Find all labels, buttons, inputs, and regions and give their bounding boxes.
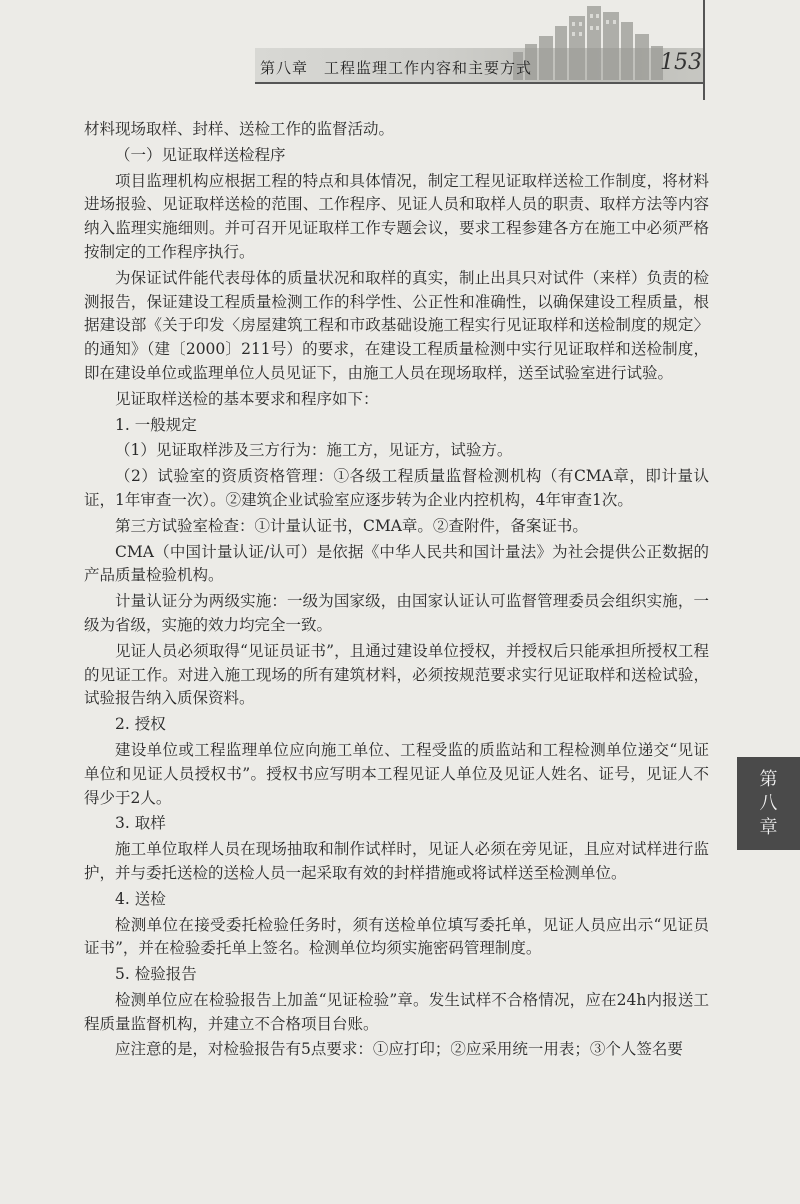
header-vertical-rule xyxy=(703,0,705,100)
paragraph: 5. 检验报告 xyxy=(115,965,197,984)
paragraph: 计量认证分为两级实施：一级为国家级，由国家认证认可监督管理委员会组织实施，一级为省级，实施的效力均完全一致。 xyxy=(84,592,709,634)
paragraph: 2. 授权 xyxy=(115,715,166,734)
paragraph: 施工单位取样人员在现场抽取和制作试样时，见证人必须在旁见证，且应对试样进行监护，并与委托送检的送检人员一起采取有效的封样措施或将试样送至检测单位。 xyxy=(84,840,709,882)
page-header xyxy=(0,0,800,100)
running-head-title: 工程监理工作内容和主要方式 xyxy=(324,59,533,77)
header-rule xyxy=(255,82,705,84)
running-head xyxy=(260,57,532,78)
side-tab-char: 章 xyxy=(759,816,778,838)
page-number: 153 xyxy=(660,50,702,75)
paragraph: （1）见证取样涉及三方行为：施工方，见证方，试验方。 xyxy=(115,441,513,460)
paragraph: 应注意的是，对检验报告有5点要求：①应打印；②应采用统一用表；③个人签名要 xyxy=(115,1040,683,1059)
paragraph: 材料现场取样、封样、送检工作的监督活动。 xyxy=(84,120,395,138)
body-text xyxy=(84,118,709,1064)
paragraph: 见证人员必须取得“见证员证书”，且通过建设单位授权，并授权后只能承担所授权工程的见证工作。对进入施工现场的所有建筑材料，必须按规范要求实行见证取样和送检试验，试验报告纳入质保资料。 xyxy=(84,641,709,708)
paragraph: 项目监理机构应根据工程的特点和具体情况，制定工程见证取样送检工作制度，将材料进场报验、见证取样送检的范围、工作程序、见证人员和取样人员的职责、取样方法等内容纳入监理实施细则。并可召开见证取样工作专题会议，要求工程参建各方在施工中必须严格按制定的工作程序执行。 xyxy=(84,171,709,261)
paragraph: 检测单位在接受委托检验任务时，须有送检单位填写委托单，见证人员应出示“见证员证书”，并在检验委托单上签名。检测单位均须实施密码管理制度。 xyxy=(84,915,709,958)
paragraph: CMA（中国计量认证/认可）是依据《中华人民共和国计量法》为社会提供公正数据的产品质量检验机构。 xyxy=(84,542,709,585)
paragraph: 检测单位应在检验报告上加盖“见证检验”章。发生试样不合格情况，应在24h内报送工程质量监督机构，并建立不合格项目台账。 xyxy=(84,990,709,1033)
paragraph: 建设单位或工程监理单位应向施工单位、工程受监的质监站和工程检测单位递交“见证单位和见证人员授权书”。授权书应写明本工程见证人单位及见证人姓名、证号，见证人不得少于2人。 xyxy=(84,740,709,807)
paragraph: 3. 取样 xyxy=(115,814,166,833)
paragraph: （一）见证取样送检程序 xyxy=(115,145,286,164)
paragraph: （2）试验室的资质资格管理：①各级工程质量监督检测机构（有CMA章，即计量认证，1年审查一次）。②建筑企业试验室应逐步转为企业内控机构，4年审查1次。 xyxy=(84,467,709,509)
paragraph: 见证取样送检的基本要求和程序如下： xyxy=(115,389,379,408)
paragraph: 第三方试验室检查：①计量认证书，CMA章。②查附件，备案证书。 xyxy=(115,516,588,535)
paragraph: 4. 送检 xyxy=(115,889,166,908)
running-head-chapter: 第八章 xyxy=(260,59,309,77)
paragraph: 为保证试件能代表母体的质量状况和取样的真实，制止出具只对试件（来样）负责的检测报告，保证建设工程质量检测工作的科学性、公正性和准确性，以确保建设工程质量，根据建设部《关于印发〈房屋建筑工程和市政基础设施工程实行见证取样和送检制度的规定〉的通知》（建〔2000〕211号）的要求，在建设工程质量检测中实行见证取样和送检制度，即在建设单位或监理单位人员见证下，由施工人员在现场取样，送至试验室进行试验。 xyxy=(84,268,709,382)
chapter-side-tab xyxy=(737,757,800,850)
side-tab-char: 第 xyxy=(759,768,778,790)
paragraph: 1. 一般规定 xyxy=(115,415,197,434)
side-tab-char: 八 xyxy=(759,792,778,814)
